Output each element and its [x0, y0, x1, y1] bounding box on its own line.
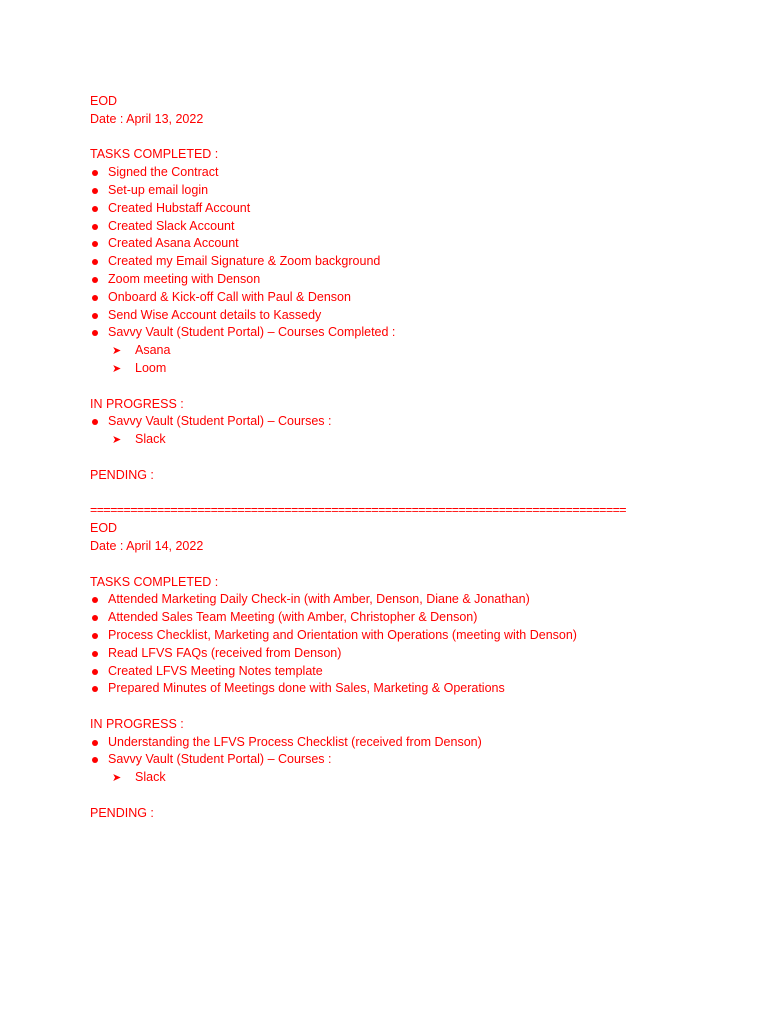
- bullet-dot-icon: [92, 669, 98, 675]
- in-progress-sublist: [90, 431, 710, 449]
- list-item: Read LFVS FAQs (received from Denson): [90, 645, 710, 663]
- eod-section-1: [90, 93, 710, 502]
- arrowhead-icon: ➤: [112, 433, 122, 447]
- tasks-completed-label: TASKS COMPLETED :: [90, 574, 219, 589]
- bullet-dot-icon: [92, 330, 98, 336]
- section-divider: ================================================================================: [90, 503, 626, 518]
- bullet-dot-icon: [92, 419, 98, 425]
- bullet-dot-icon: [92, 740, 98, 746]
- bullet-dot-icon: [92, 757, 98, 763]
- bullet-dot-icon: [92, 597, 98, 603]
- list-item: Signed the Contract: [90, 164, 710, 182]
- bullet-dot-icon: [92, 295, 98, 301]
- in-progress-sublist: [90, 769, 710, 787]
- bullet-dot-icon: [92, 241, 98, 247]
- in-progress-label: IN PROGRESS :: [90, 396, 184, 411]
- sub-list-item: ➤ Loom: [90, 360, 710, 378]
- list-item: Send Wise Account details to Kassedy: [90, 307, 710, 325]
- sub-list-item: ➤ Asana: [90, 342, 710, 360]
- pending-label: PENDING :: [90, 467, 154, 482]
- bullet-dot-icon: [92, 313, 98, 319]
- eod-document: [90, 93, 710, 823]
- list-item: Created my Email Signature & Zoom background: [90, 253, 710, 271]
- list-item: Savvy Vault (Student Portal) – Courses :: [90, 413, 710, 431]
- list-item: Savvy Vault (Student Portal) – Courses :: [90, 751, 710, 769]
- bullet-dot-icon: [92, 277, 98, 283]
- bullet-dot-icon: [92, 633, 98, 639]
- bullet-dot-icon: [92, 224, 98, 230]
- in-progress-list: [90, 734, 710, 770]
- bullet-dot-icon: [92, 206, 98, 212]
- spacer: [90, 556, 710, 574]
- spacer: [90, 378, 710, 396]
- eod-section-2: [90, 520, 710, 823]
- report-date: Date : April 14, 2022: [90, 538, 204, 553]
- arrowhead-icon: ➤: [112, 344, 122, 358]
- pending-label: PENDING :: [90, 805, 154, 820]
- section-heading: EOD: [90, 521, 118, 536]
- bullet-dot-icon: [92, 259, 98, 265]
- tasks-completed-label: TASKS COMPLETED :: [90, 147, 219, 162]
- list-item: Zoom meeting with Denson: [90, 271, 710, 289]
- list-item: Created LFVS Meeting Notes template: [90, 663, 710, 681]
- spacer: [90, 129, 710, 147]
- list-item: Understanding the LFVS Process Checklist (received from Denson): [90, 734, 710, 752]
- spacer: [90, 698, 710, 716]
- sub-list-item: ➤ Slack: [90, 769, 710, 787]
- bullet-dot-icon: [92, 651, 98, 657]
- bullet-dot-icon: [92, 686, 98, 692]
- sub-list-item: ➤ Slack: [90, 431, 710, 449]
- list-item: Set-up email login: [90, 182, 710, 200]
- list-item: Savvy Vault (Student Portal) – Courses Completed :: [90, 324, 710, 342]
- spacer: [90, 485, 710, 503]
- arrowhead-icon: ➤: [112, 771, 122, 785]
- spacer: [90, 449, 710, 467]
- list-item: Created Hubstaff Account: [90, 200, 710, 218]
- list-item: Process Checklist, Marketing and Orientation with Operations (meeting with Denson): [90, 627, 710, 645]
- in-progress-label: IN PROGRESS :: [90, 716, 184, 731]
- list-item: Created Asana Account: [90, 235, 710, 253]
- spacer: [90, 787, 710, 805]
- report-date: Date : April 13, 2022: [90, 111, 204, 126]
- list-item: Created Slack Account: [90, 218, 710, 236]
- arrowhead-icon: ➤: [112, 361, 122, 375]
- in-progress-list: [90, 413, 710, 431]
- list-item: Prepared Minutes of Meetings done with Sales, Marketing & Operations: [90, 680, 710, 698]
- list-item: Attended Sales Team Meeting (with Amber, Christopher & Denson): [90, 609, 710, 627]
- list-item: Onboard & Kick-off Call with Paul & Denson: [90, 289, 710, 307]
- bullet-dot-icon: [92, 188, 98, 194]
- tasks-completed-list: [90, 164, 710, 342]
- tasks-completed-list: [90, 591, 710, 698]
- bullet-dot-icon: [92, 615, 98, 621]
- list-item: Attended Marketing Daily Check-in (with Amber, Denson, Diane & Jonathan): [90, 591, 710, 609]
- section-heading: EOD: [90, 94, 118, 108]
- courses-completed-sublist: [90, 342, 710, 378]
- bullet-dot-icon: [92, 170, 98, 176]
